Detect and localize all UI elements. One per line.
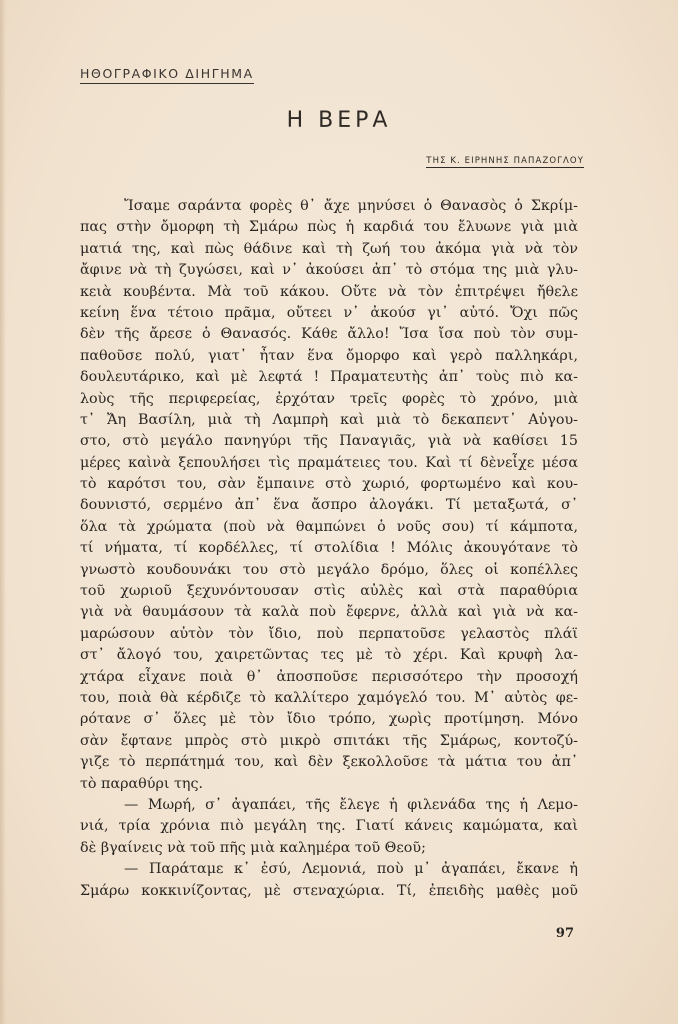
text-line: τ᾽ Ἄη Βασίλη, μιὰ τὴ Λαμπρὴ καὶ μιὰ τὸ δεκαπεντ᾽ Αὐγου- [80,411,578,428]
text-line: κείνη ἕνα τέτοιο πρᾶμα, οὔτεει ν᾽ ἀκούσ γι᾽ αὐτό. Ὄχι πῶς [80,304,578,321]
story-title: Η ΒΕΡΑ [286,108,392,133]
text-line: ὅλα τὰ χρώματα (ποὺ νὰ θαμπώνει ὁ νοῦς σου) τί κάμποτα, [80,518,578,535]
text-line: — Μωρή, σ᾽ ἀγαπάει, τῆς ἔλεγε ἡ φιλενάδα της ἡ Λεμο- [124,796,578,813]
text-line: παθοῦσε πολύ, γιατ᾽ ἦταν ἕνα ὄμορφο καὶ γερὸ παλληκάρι, [80,347,578,364]
text-line: — Παράταμε κ᾽ ἐσύ, Λεμονιά, ποὺ μ᾽ ἀγαπάει, ἔκανε ἡ [124,861,578,878]
text-line: ματιά της, καὶ πὼς θάδινε καὶ τὴ ζωή του ἀκόμα γιὰ νὰ τὸν [80,240,578,257]
text-line: γνωστὸ κουδουνάκι του στὸ μεγάλο δρόμο, ὅλες οἱ κοπέλλες [80,561,578,578]
text-line: νιά, τρία χρόνια πιὸ μεγάλη της. Γιατί κάνεις καμώματα, καὶ [80,818,578,835]
page-number: 97 [555,926,574,941]
story-text [80,196,578,902]
text-line: του, ποιὰ θὰ κέρδιζε τὸ καλλίτερο χαμόγελό του. Μ᾽ αὐτὸς φε- [80,689,578,706]
text-line: γιὰ νὰ θαυμάσουν τὰ καλὰ ποὺ ἔφερνε, ἀλλὰ καὶ γιὰ νὰ κα- [80,604,578,621]
text-line: Σμάρω κοκκινίζοντας, μὲ στεναχώρια. Τί, ἐπειδὴς μαθὲς μοῦ [80,882,578,899]
text-line: λοὺς τῆς περιφερείας, ἐρχόταν τρεῖς φορὲς τὸ χρόνο, μιὰ [80,390,578,407]
text-line: τί νήματα, τί κορδέλλες, τί στολίδια ! Μόλις ἀκουγότανε τὸ [80,540,578,557]
text-line: στο, στὸ μεγάλο πανηγύρι τῆς Παναγιᾶς, γιὰ νὰ καθίσει 15 [80,433,578,450]
text-line: κειὰ κουβέντα. Μὰ τοῦ κάκου. Οὔτε νὰ τὸν ἐπιτρέψει ἤθελε [80,283,578,300]
text-line: τὸ καρότσι του, σὰν ἔμπαινε στὸ χωριό, φορτωμένο καὶ κου- [80,476,578,493]
text-line: στ᾽ ἄλογό του, χαιρετῶντας τες μὲ τὸ χέρι. Καὶ κρυφὴ λα- [80,647,578,664]
text-line: τὸ παραθύρι της. [80,775,204,792]
text-line: Ἴσαμε σαράντα φορὲς θ᾽ ἄχε μηνύσει ὁ Θανασὸς ὁ Σκρίμ- [124,198,578,214]
text-line: ρότανε σ᾽ ὅλες μὲ τὸν ἴδιο τρόπο, χωρὶς προτίμηση. Μόνο [80,711,578,728]
text-line: σὰν ἔφτανε μπρὸς στὸ μικρὸ σπιτάκι τῆς Σμάρως, κοντοζύ- [80,732,578,749]
page-edge-shadow [0,0,6,1024]
text-line: τοῦ χωριοῦ ξεχυνόντουσαν στὶς αὐλὲς καὶ στὰ παραθύρια [80,583,578,600]
text-line: γιζε τὸ περπάτημά του, καὶ δὲν ξεκολλοῦσε τὰ μάτια του ἀπ᾽ [80,754,578,771]
text-line: χτάρα εἶχανε ποιὰ θ᾽ ἀποσποῦσε περισσότερο τὴν προσοχή [80,668,578,685]
text-line: μέρες καὶνὰ ξεπουλήσει τὶς πραμάτειες του. Καὶ τί δὲνεἶχε μέσα [80,454,578,471]
section-label: ΗΘΟΓΡΑΦΙΚΟ ΔΙΗΓΗΜΑ [80,66,254,84]
text-line: δὲ βγαίνεις νὰ τοῦ πῆς μιὰ καλημέρα τοῦ Θεοῦ; [80,839,426,856]
text-line: μαρώσουν αὐτὸν τὸν ἴδιο, ποὺ περπατοῦσε γελαστὸς πλάϊ [80,625,578,642]
text-line: δουλευτάρικο, καὶ μὲ λεφτά ! Πραματευτὴς ἀπ᾽ τοὺς πιὸ κα- [80,369,578,386]
text-line: δὲν τῆς ἄρεσε ὁ Θανασός. Κάθε ἄλλο! Ἴσα ἴσα ποὺ τὸν συμ- [80,326,578,343]
text-line: ἄφινε νὰ τὴ ζυγώσει, καὶ ν᾽ ἀκούσει ἀπ᾽ τὸ στόμα της μιὰ γλυ- [80,262,578,279]
text-line: δουνιστό, σερμένο ἀπ᾽ ἕνα ἄσπρο ἀλογάκι. Τί μεταξωτά, σ᾽ [80,497,578,514]
text-line: πας στὴν ὄμορφη τὴ Σμάρω πὼς ἡ καρδιά του ἔλυωνε γιὰ μιὰ [80,219,578,236]
author-byline: ΤΗΣ Κ. ΕΙΡΗΝΗΣ ΠΑΠΑΖΟΓΛΟΥ [426,156,584,166]
